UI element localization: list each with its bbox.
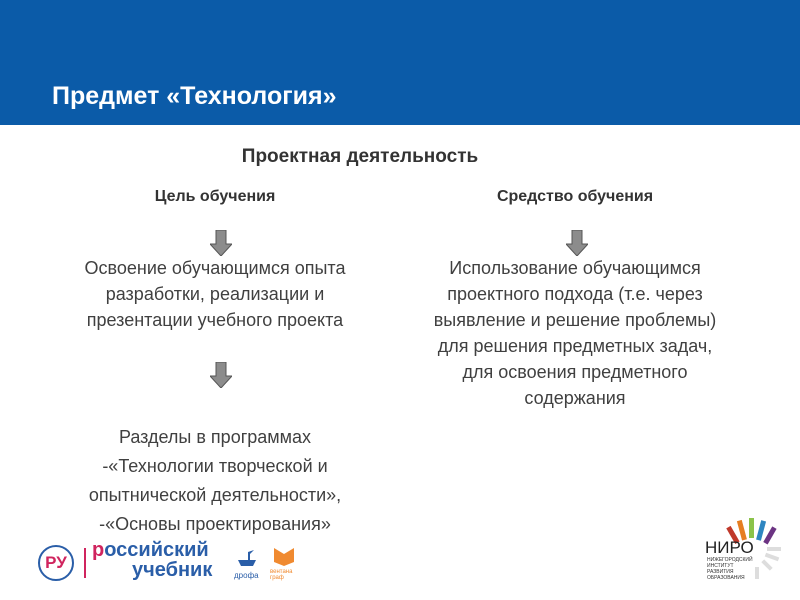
text-line: проектного подхода (т.е. через (447, 284, 703, 304)
down-arrow-icon (210, 362, 232, 388)
text-line: -«Технологии творческой и (102, 456, 328, 476)
left-heading: Цель обучения (154, 188, 276, 205)
ventana-logo-icon (272, 546, 296, 568)
rossiyskiy-uchebnik-logo: РУ (38, 545, 74, 581)
text-line: разработки, реализации и (105, 284, 325, 304)
text-line: Использование обучающимся (449, 258, 701, 278)
ventana-logo-text: вентана граф (270, 569, 293, 581)
right-heading: Средство обучения (496, 188, 654, 205)
niro-logo-subtext: НИЖЕГОРОДСКИЙ ИНСТИТУТ РАЗВИТИЯ ОБРАЗОВАНИЯ (707, 557, 753, 581)
text-line: Разделы в программах (118, 427, 312, 447)
text-line: выявление и решение проблемы) (433, 310, 717, 330)
down-arrow-icon (210, 230, 232, 256)
text-line: для решения предметных задач, (437, 336, 713, 356)
text-line: -«Основы проектирования» (99, 514, 331, 534)
text-line: содержания (524, 388, 626, 408)
rossiyskiy-uchebnik-wordmark (92, 540, 212, 580)
left-sections-text (50, 423, 380, 539)
left-goal-text (50, 255, 380, 333)
drofa-logo-text: дрофа (234, 571, 259, 580)
wordmark-line: оссийский (104, 539, 209, 561)
wordmark-line: учебник (132, 559, 213, 581)
text-line: для освоения предметного (462, 362, 688, 382)
slide-title: Предмет «Технология» (52, 82, 337, 110)
right-means-text (410, 255, 740, 411)
drofa-bird-icon (236, 548, 258, 570)
logo-divider (84, 548, 86, 578)
subtitle: Проектная деятельность (241, 146, 479, 167)
text-line: Освоение обучающимся опыта (84, 258, 346, 278)
text-line: презентации учебного проекта (86, 310, 344, 330)
text-line: опытнической деятельности», (88, 485, 342, 505)
niro-logo-text: НИРО (705, 538, 754, 557)
wordmark-letter: р (92, 539, 105, 561)
down-arrow-icon (566, 230, 588, 256)
